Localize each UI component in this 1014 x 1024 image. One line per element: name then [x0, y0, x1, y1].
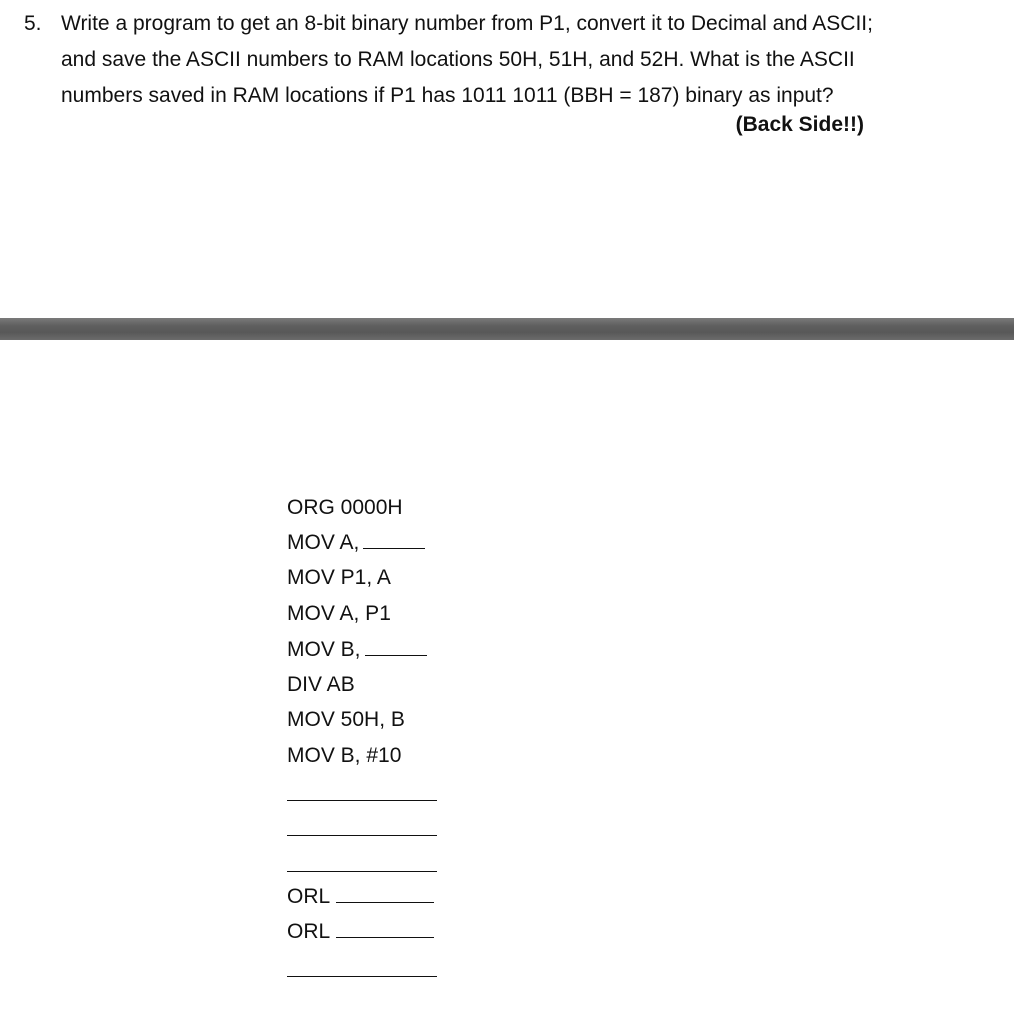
- code-text-orl-2: ORL: [287, 920, 331, 943]
- code-text-mov-b: MOV B,: [287, 638, 361, 661]
- code-text-orl-1: ORL: [287, 885, 331, 908]
- answer-blank-line-2[interactable]: [287, 835, 437, 836]
- answer-blank-line-4[interactable]: [287, 976, 437, 977]
- answer-blank-line-1[interactable]: [287, 800, 437, 801]
- code-line-orl-2: [287, 914, 434, 950]
- question-line-1: Write a program to get an 8-bit binary number from P1, convert it to Decimal and ASCII;: [61, 12, 873, 35]
- section-divider: [0, 318, 1014, 340]
- code-line-orl-1: [287, 879, 434, 915]
- back-side-note: (Back Side!!): [735, 113, 864, 136]
- question-line-2: and save the ASCII numbers to RAM locations 50H, 51H, and 52H. What is the ASCII: [61, 48, 855, 71]
- answer-blank-mov-b[interactable]: [365, 655, 427, 656]
- question-number: 5.: [24, 12, 42, 35]
- answer-blank-line-3[interactable]: [287, 871, 437, 872]
- code-line-mov-p1-a: MOV P1, A: [287, 566, 391, 589]
- code-line-org: ORG 0000H: [287, 496, 403, 519]
- code-line-mov-b-10: MOV B, #10: [287, 744, 402, 767]
- code-text-mov-a: MOV A,: [287, 531, 360, 554]
- code-line-div-ab: DIV AB: [287, 673, 355, 696]
- answer-blank-orl-2[interactable]: [336, 937, 434, 938]
- answer-blank-mov-a[interactable]: [363, 548, 425, 549]
- question-line-3: numbers saved in RAM locations if P1 has 1011 1011 (BBH = 187) binary as input?: [61, 84, 834, 107]
- code-line-mov-50h-b: MOV 50H, B: [287, 708, 405, 731]
- code-line-mov-a: [287, 525, 425, 561]
- answer-blank-orl-1[interactable]: [336, 902, 434, 903]
- code-line-mov-a-p1: MOV A, P1: [287, 602, 391, 625]
- code-line-mov-b: [287, 632, 427, 668]
